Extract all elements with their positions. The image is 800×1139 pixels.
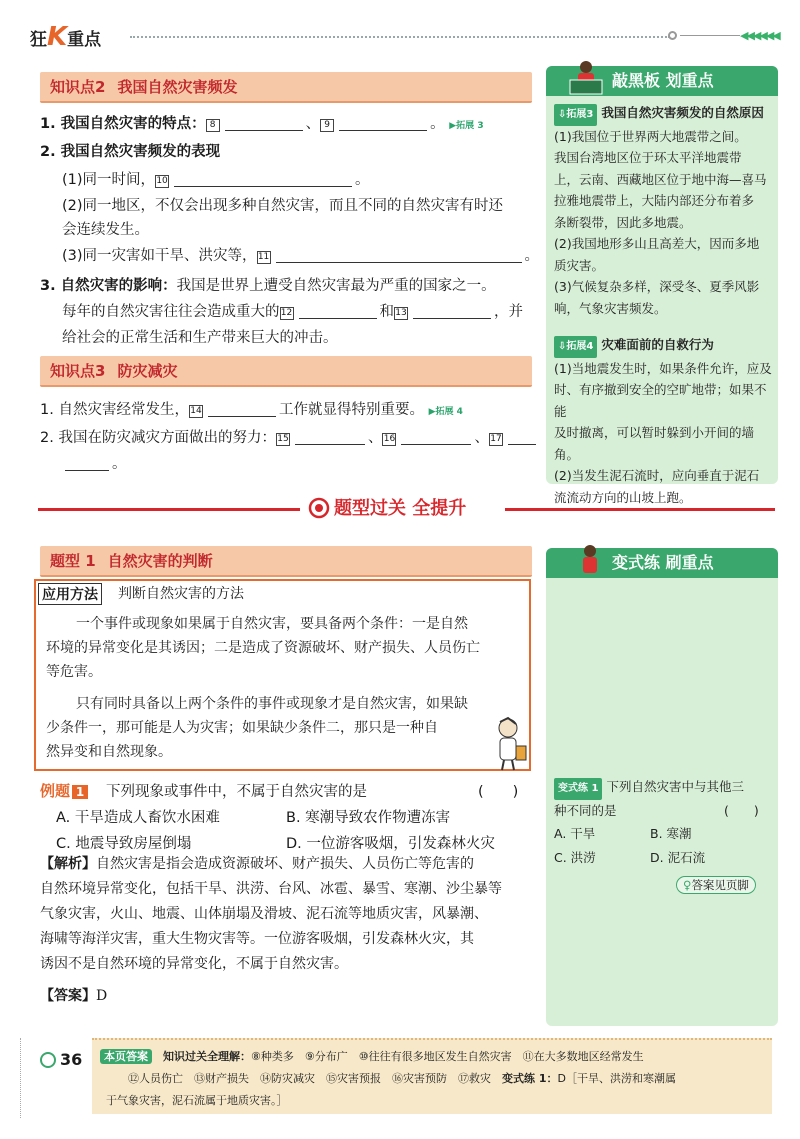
blank-number: 15 — [277, 434, 289, 444]
answers-label: 变式练 1： — [502, 1072, 558, 1085]
extension-line: 及时撤离，可以暂时躲到小开间的墙角。 — [554, 425, 755, 462]
divider-line-right — [505, 508, 775, 511]
question-s3-2 — [40, 426, 539, 450]
method-tab: 应用方法 — [38, 583, 102, 605]
extension-link[interactable]: ▶拓展 4 — [428, 407, 463, 417]
see-answer-text: 答案见页脚 — [691, 878, 749, 892]
answer-blank[interactable] — [339, 115, 427, 131]
question-s3-2-cont — [62, 452, 127, 476]
blank-number: 16 — [383, 434, 396, 444]
question-text: 2. 我国自然灾害频发的表现 — [40, 144, 221, 160]
footer-dotted-rule — [20, 1038, 21, 1118]
method-line: 等危害。 — [46, 664, 102, 680]
lightbulb-icon: ♀ — [683, 878, 692, 892]
answers-box — [92, 1038, 772, 1114]
separator: 、 — [367, 430, 383, 446]
practice-question — [554, 776, 774, 869]
clock-icon — [40, 1052, 56, 1068]
extension-title: 灾难面前的自救行为 — [601, 337, 714, 352]
question-text: 1. 我国自然灾害的特点： — [40, 116, 206, 132]
period: 。 — [430, 116, 445, 132]
question-text: 每年的自然灾害往往会造成重大的 — [62, 304, 280, 320]
extension-line: (1)我国位于世界两大地震带之间。 — [554, 128, 747, 144]
extension-line: 我国台湾地区位于环太平洋地震带 — [554, 150, 742, 165]
extension-3-body — [554, 126, 774, 320]
answer-blank[interactable] — [299, 303, 377, 319]
extension-line: 拉雅地震带上，大陆内部还分布着多 — [554, 193, 755, 208]
analysis-label: 【解析】 — [40, 856, 96, 872]
question-text: 我国是世界上遭受自然灾害最为严重的国家之一。 — [176, 278, 496, 294]
question-text: (3)同一灾害如干旱、洪灾等， — [62, 248, 257, 264]
section-heading-2 — [40, 72, 532, 103]
practice-text: 下列自然灾害中与其他三 — [606, 779, 744, 794]
divider-line-left — [38, 508, 300, 511]
logo-prefix: 狂 — [30, 30, 47, 50]
extension-4 — [554, 334, 774, 508]
extension-line: 时、有序撤到安全的空旷地带；如果不能 — [554, 382, 767, 419]
extension-line: 条断裂带，因此多地震。 — [554, 214, 692, 230]
answer-blank[interactable] — [413, 303, 491, 319]
type-title: 自然灾害的判断 — [107, 552, 213, 570]
analysis-text: 自然灾害是指会造成资源破坏、财产损失、人员伤亡等危害的 — [96, 856, 474, 872]
question-text: 3. 自然灾害的影响： — [40, 278, 177, 294]
section-number: 知识点2 — [50, 78, 106, 96]
answer-blank[interactable] — [65, 455, 109, 471]
option-c[interactable]: C. 洪涝 — [554, 850, 596, 865]
question-text: 1. 自然灾害经常发生， — [40, 402, 189, 418]
section-heading-3 — [40, 356, 532, 387]
period: 。 — [355, 172, 370, 188]
practice-number: 1 — [591, 783, 599, 794]
extension-3 — [554, 102, 774, 319]
answers-tag: 本页答案 — [100, 1049, 152, 1064]
extension-line: 上，云南、西藏地区位于地中海—喜马 — [554, 171, 767, 187]
extension-line: (2)当发生泥石流时，应向垂直于泥石 — [554, 468, 760, 483]
blank-number: 11 — [257, 252, 270, 262]
option-c[interactable]: C. 地震导致房屋倒塌 — [56, 836, 192, 852]
answer-blank[interactable] — [508, 429, 536, 445]
period: 。 — [524, 248, 540, 264]
extension-tag: ⇩拓展3 — [554, 104, 597, 126]
answer-blank[interactable] — [295, 429, 365, 445]
example-number: 1 — [72, 785, 88, 799]
see-answer-badge[interactable] — [676, 876, 756, 894]
type-number: 题型 1 — [50, 552, 96, 570]
logo-k: K — [47, 22, 68, 52]
answer-line — [40, 984, 107, 1009]
extension-line: 质灾害。 — [554, 257, 605, 273]
question-3 — [40, 274, 496, 298]
extension-link[interactable]: ▶拓展 3 — [449, 121, 484, 131]
blank-number: 8 — [206, 119, 220, 132]
header-dotted-rule — [130, 36, 670, 38]
question-text: (1)同一时间， — [62, 172, 156, 188]
practice-text: 种不同的是 — [554, 802, 617, 818]
option-d[interactable]: D. 泥石流 — [650, 850, 706, 865]
method-line: 只有同时具备以上两个条件的事件或现象才是自然灾害，如果缺 — [76, 696, 468, 712]
extension-line: 流流动方向的山坡上跑。 — [554, 489, 692, 505]
analysis-line: 气象灾害，火山、地震、山体崩塌及滑坡、泥石流等地质灾害，风暴潮、 — [40, 906, 488, 922]
answers-line-3: 于气象灾害，泥石流属于地质灾害。］ — [106, 1094, 288, 1107]
extension-line: (1)当地震发生时，如果条件允许，应及 — [554, 360, 772, 376]
key-points-panel — [546, 66, 778, 505]
answer-paren[interactable]: ( ) — [724, 802, 759, 818]
question-text: 给社会的正常生活和生产带来巨大的冲击。 — [62, 330, 338, 346]
answers-line-1 — [100, 1046, 644, 1068]
question-2-3 — [62, 244, 539, 268]
period: 。 — [112, 456, 127, 472]
practice-tag — [554, 778, 602, 800]
question-1 — [40, 112, 484, 138]
method-line: 然异变和自然现象。 — [46, 744, 172, 760]
option-a[interactable]: A. 干旱 — [554, 826, 596, 841]
example-label — [40, 780, 88, 801]
blank-number: 12 — [280, 308, 293, 318]
extension-4-body — [554, 358, 774, 509]
section-title: 防灾减灾 — [117, 362, 178, 380]
header-circle-icon — [668, 31, 677, 40]
answer-label: 【答案】 — [40, 988, 96, 1004]
question-2-2 — [62, 194, 503, 218]
question-3-cont2 — [62, 326, 338, 350]
example-question: 下列现象或事件中，不属于自然灾害的是 — [106, 784, 367, 800]
analysis-line — [40, 852, 474, 877]
page-number: 36 — [60, 1050, 83, 1069]
blank-number: 17 — [490, 434, 502, 444]
blank-number: 14 — [190, 406, 202, 416]
question-3-cont — [62, 300, 523, 324]
answer-blank[interactable] — [174, 171, 352, 187]
question-s3-1 — [40, 398, 463, 424]
practice-panel — [546, 548, 778, 1026]
blank-number: 13 — [395, 308, 407, 318]
section-title: 我国自然灾害频发 — [117, 78, 238, 96]
answers-text: ⑫人员伤亡 ⑬财产损失 ⑭防灾减灾 ⑮灾害预报 ⑯灾害预防 ⑰救灾 — [128, 1072, 491, 1085]
separator: 、 — [305, 116, 321, 132]
analysis-line: 自然环境异常变化，包括干旱、洪涝、台风、冰雹、暴雪、寒潮、沙尘暴等 — [40, 881, 502, 897]
student-icon — [574, 542, 606, 578]
answers-label: 知识过关全理解： — [163, 1050, 251, 1063]
question-text: 工作就显得特别重要。 — [278, 402, 424, 418]
practice-line — [554, 800, 774, 822]
analysis-line: 诱因不是自然环境的异常变化，不属于自然灾害。 — [40, 956, 348, 972]
extension-tag: ⇩拓展4 — [554, 336, 597, 358]
arrow-left-icon: ◀◀◀◀◀◀ — [740, 29, 779, 42]
type-heading-1 — [40, 546, 532, 577]
answer-blank[interactable] — [208, 401, 276, 417]
blank-number: 9 — [320, 119, 334, 132]
method-line: 环境的异常变化是其诱因；二是造成了资源破坏、财产损失、人员伤亡 — [46, 640, 480, 656]
answer-blank[interactable] — [401, 429, 471, 445]
question-text: 2. 我国在防灾减灾方面做出的努力： — [40, 430, 276, 446]
blank-number: 10 — [156, 176, 168, 186]
practice-options-row — [554, 821, 774, 845]
extension-line: (2)我国地形多山且高差大，因而多地 — [554, 236, 760, 251]
answer-value: D — [96, 988, 108, 1004]
practice-tag-text: 变式练 — [558, 783, 588, 794]
answer-blank[interactable] — [225, 115, 303, 131]
extension-3-title — [554, 102, 774, 126]
teacher-icon — [566, 58, 606, 96]
method-subtitle: 判断自然灾害的方法 — [118, 586, 244, 602]
target-icon — [308, 497, 330, 519]
panel-title: 变式练 刷重点 — [612, 553, 714, 572]
method-line: 少条件一，那可能是人为灾害；如果缺少条件二，那只是一种自 — [46, 720, 438, 736]
question-text: ，并 — [494, 304, 523, 320]
question-2-2-cont — [62, 218, 149, 242]
answers-text: ⑧种类多 ⑨分布广 ⑩往往有很多地区发生自然灾害 ⑪在大多数地区经常发生 — [251, 1050, 644, 1063]
method-line: 一个事件或现象如果属于自然灾害，要具备两个条件：一是自然 — [76, 616, 468, 632]
extension-line: (3)气候复杂多样，深受冬、夏季风影 — [554, 279, 760, 294]
answer-paren[interactable]: ( ) — [478, 784, 519, 800]
option-a[interactable]: A. 干旱造成人畜饮水困难 — [56, 810, 220, 826]
extension-line: 响，气象灾害频发。 — [554, 300, 667, 316]
header-rule — [680, 35, 740, 36]
option-b[interactable]: B. 寒潮 — [650, 826, 692, 841]
section-number: 知识点3 — [50, 362, 106, 380]
answers-line-2 — [128, 1068, 676, 1090]
option-d[interactable]: D. 一位游客吸烟，引发森林火灾 — [286, 836, 495, 852]
logo-suffix: 重点 — [67, 30, 102, 50]
brand-logo — [30, 22, 101, 52]
option-b[interactable]: B. 寒潮导致农作物遭冻害 — [286, 810, 451, 826]
practice-line — [554, 776, 774, 800]
panel-title: 敲黑板 划重点 — [612, 71, 714, 90]
conjunction: 和 — [379, 304, 394, 320]
divider-title: 题型过关 全提升 — [334, 498, 467, 519]
character-icon — [486, 716, 530, 772]
analysis-line: 海啸等海洋灾害，重大生物灾害等。一位游客吸烟，引发森林火灾，其 — [40, 931, 474, 947]
answer-blank[interactable] — [276, 247, 522, 263]
question-text: (2)同一地区，不仅会出现多种自然灾害，而且不同的自然灾害有时还 — [62, 198, 504, 214]
practice-options-row — [554, 845, 774, 869]
example-word: 例题 — [40, 782, 71, 800]
answers-text: D［干旱、洪涝和寒潮属 — [557, 1072, 676, 1085]
extension-4-title — [554, 334, 774, 358]
question-text: 会连续发生。 — [62, 222, 149, 238]
separator: 、 — [474, 430, 489, 446]
question-2-1 — [62, 168, 370, 192]
extension-title: 我国自然灾害频发的自然原因 — [601, 105, 764, 120]
question-2 — [40, 140, 220, 164]
